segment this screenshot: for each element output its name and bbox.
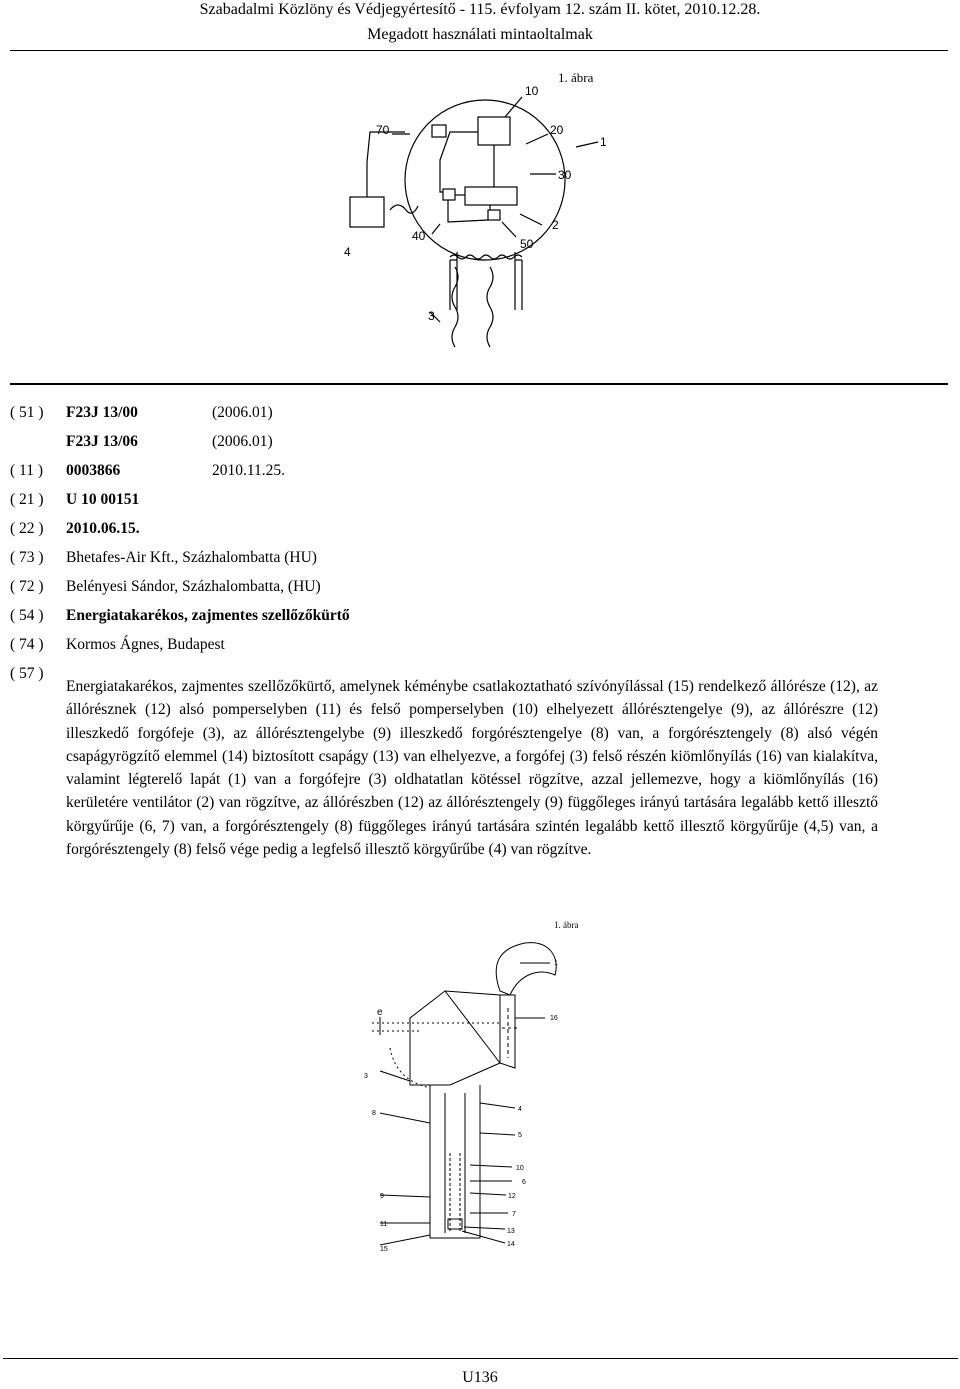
representative: Kormos Ágnes, Budapest — [66, 636, 225, 653]
fig1-label: 50 — [520, 237, 534, 251]
fig1-label: 1 — [600, 135, 607, 149]
fig2-label: 5 — [518, 1132, 522, 1139]
registration-date: 2010.11.25. — [212, 462, 286, 479]
section-header: Megadott használati mintaoltalmak — [367, 26, 593, 43]
fig1-label: 40 — [412, 229, 426, 243]
fig1-label: 10 — [525, 84, 539, 98]
fig1-label: 70 — [376, 123, 390, 137]
box-30 — [465, 187, 517, 205]
holder: Bhetafes-Air Kft., Százhalombatta (HU) — [66, 549, 317, 566]
fig2-label: e — [377, 1007, 383, 1018]
fig2-label: 3 — [364, 1073, 368, 1080]
fig2-label: 14 — [507, 1241, 515, 1248]
fig1-label: 30 — [558, 168, 572, 182]
fig2-label: 7 — [512, 1211, 516, 1218]
fig2-label: 15 — [380, 1246, 388, 1253]
pipe-wall — [457, 252, 515, 310]
abstract-text: Energiatakarékos, zajmentes szellőzőkürtő, amelynek kéménybe csatlakoztatható szívónyílással (15) rendelkező állórésze (12), az állórésznek (12) alsó pomperselyben (11) és felső pomperselyben (10) elhelyezett állórésztengelye (9), az állórészre (12) illeszkedő forgófeje (3), az állórésztengelybe (9) illeszkedő forgórésztengelye (8) van, a forgórésztengely (8) alsó végén csapágyrögzítő elemmel (14) biztosított csapágy (13) van elhelyezve, a forgófej (3) felső részén kiömlőnyílás (16) van kialakítva, valamint légterelő lapát (1) van a forgófejre (3) oldhatatlan kötéssel rögzítve, azzal jellemezve, hogy a kiömlőnyílás (16) kerületére ventilátor (2) van rögzítve, az állórészben (12) az állórésztengely (9) függőleges irányú tartására legalább kettő illesztő körgyűrűje (6, 7) van, a forgórésztengely (8) függőleges irányú tartására szintén legalább kettő illesztő körgyűrűje (4,5) van, a forgórésztengely (8) felső vége pedig a legfelső illesztő körgyűrűbe (4) van rögzítve. — [66, 678, 878, 859]
fig2-label: 4 — [518, 1106, 522, 1113]
inid-code: ( 57 ) — [10, 665, 44, 682]
inid-code: ( 74 ) — [10, 636, 44, 653]
box-70 — [432, 125, 446, 137]
fig2-label: 8 — [372, 1110, 376, 1117]
ipc-version: (2006.01) — [212, 404, 273, 421]
deflector-vane — [496, 943, 556, 995]
title: Energiatakarékos, zajmentes szellőzőkürtő — [66, 607, 350, 624]
figure-1-drawing — [330, 62, 950, 362]
inventor: Belényesi Sándor, Százhalombatta, (HU) — [66, 578, 321, 595]
fig2-label: 1 — [554, 960, 558, 967]
ipc-class: F23J 13/06 — [66, 433, 138, 450]
fig1-label: 2 — [552, 218, 559, 232]
journal-header: Szabadalmi Közlöny és Védjegyértesítő - 115. évfolyam 12. szám II. kötet, 2010.12.28. — [199, 1, 761, 18]
fig2-label: 10 — [516, 1165, 524, 1172]
inid-code: ( 21 ) — [10, 491, 44, 508]
fig2-label: 6 — [522, 1179, 526, 1186]
fig2-label: 16 — [550, 1015, 558, 1022]
fig1-label: 20 — [550, 123, 564, 137]
page-number: U136 — [462, 1369, 498, 1386]
fig2-label: 11 — [380, 1221, 388, 1228]
fig1-label: 3 — [428, 309, 435, 323]
figure-2 — [350, 913, 600, 1263]
inid-code: ( 51 ) — [10, 404, 44, 421]
fig2-label: 12 — [508, 1193, 516, 1200]
ipc-version: (2006.01) — [212, 433, 273, 450]
rotating-head — [410, 991, 500, 1085]
stator-tube — [430, 1085, 480, 1238]
box-4 — [350, 197, 384, 227]
figure-2-caption: 1. ábra — [554, 920, 579, 930]
section-divider — [10, 383, 948, 385]
footer-divider — [3, 1358, 958, 1359]
fig2-label: 9 — [380, 1193, 384, 1200]
header-divider — [10, 50, 948, 51]
filing-date: 2010.06.15. — [66, 520, 140, 537]
registration-number: 0003866 — [66, 462, 121, 479]
figure-1-caption: 1. ábra — [558, 70, 594, 85]
inid-code: ( 73 ) — [10, 549, 44, 566]
figure-2-drawing — [350, 913, 600, 1263]
ipc-class: F23J 13/00 — [66, 404, 138, 421]
detail-circle — [405, 100, 565, 260]
box-10 — [478, 117, 510, 145]
inid-code: ( 22 ) — [10, 520, 44, 537]
application-number: U 10 00151 — [66, 491, 140, 508]
inid-code: ( 54 ) — [10, 607, 44, 624]
figure-1 — [330, 62, 950, 362]
fig1-label: 4 — [344, 245, 351, 259]
inid-code: ( 72 ) — [10, 578, 44, 595]
inid-code: ( 11 ) — [10, 462, 43, 479]
fig2-label: 13 — [507, 1228, 515, 1235]
